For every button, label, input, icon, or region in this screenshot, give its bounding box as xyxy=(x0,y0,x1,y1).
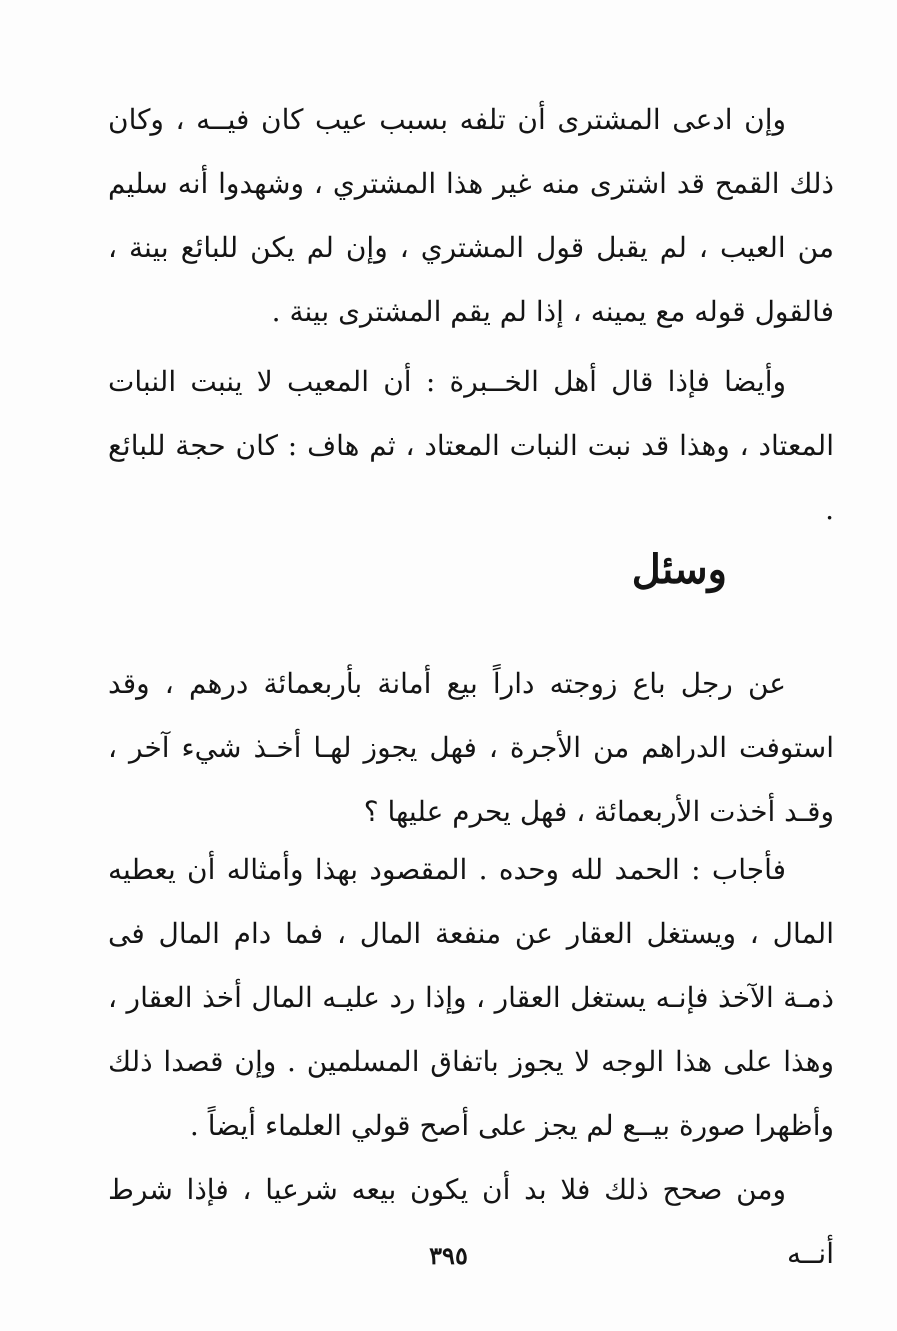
paragraph-experts-opinion: وأيضا فإذا قال أهل الخــبرة : أن المعيب لا ينبت النبات المعتاد ، وهذا قد نبت النبات المعتاد ، ثم هاف : كان حجة للبائع . xyxy=(108,365,834,526)
section-heading: وسئل xyxy=(631,546,727,593)
paragraph-claim-of-defect: وإن ادعى المشترى أن تلفه بسبب عيب كان فيــه ، وكان ذلك القمح قد اشترى منه غير هذا المشتري ، وشهدوا أنه سليم من العيب ، لم يقبل قول المشتري ، وإن لم يكن للبائع بينة ، فالقول قوله مع يمينه ، إذا لم يقم المشترى بينة . xyxy=(108,103,834,328)
paragraph-answer: فأجاب : الحمد لله وحده . المقصود بهذا وأمثاله أن يعطيه المال ، ويستغل العقار عن منفعة المال ، فما دام المال فى ذمـة الآخذ فإنـه يستغل العقار ، وإذا رد عليـه المال أخذ العقار ، وهذا على هذا الوجه لا يجوز باتفاق المسلمين . وإن قصدا ذلك وأظهرا صورة بيــع لم يجز على أصح قولي العلماء أيضاً . xyxy=(108,853,834,1142)
page-number: ٣٩٥ xyxy=(429,1241,468,1270)
paragraph-question: عن رجل باع زوجته داراً بيع أمانة بأربعمائة درهم ، وقد استوفت الدراهم من الأجرة ، فهل يجوز لهـا أخـذ شيء آخر ، وقـد أخذت الأربعمائة ، فهل يحرم عليها ؟ xyxy=(108,667,834,828)
paragraph-continuation: ومن صحح ذلك فلا بد أن يكون بيعه شرعيا ، فإذا شرط أنــه xyxy=(108,1173,834,1270)
